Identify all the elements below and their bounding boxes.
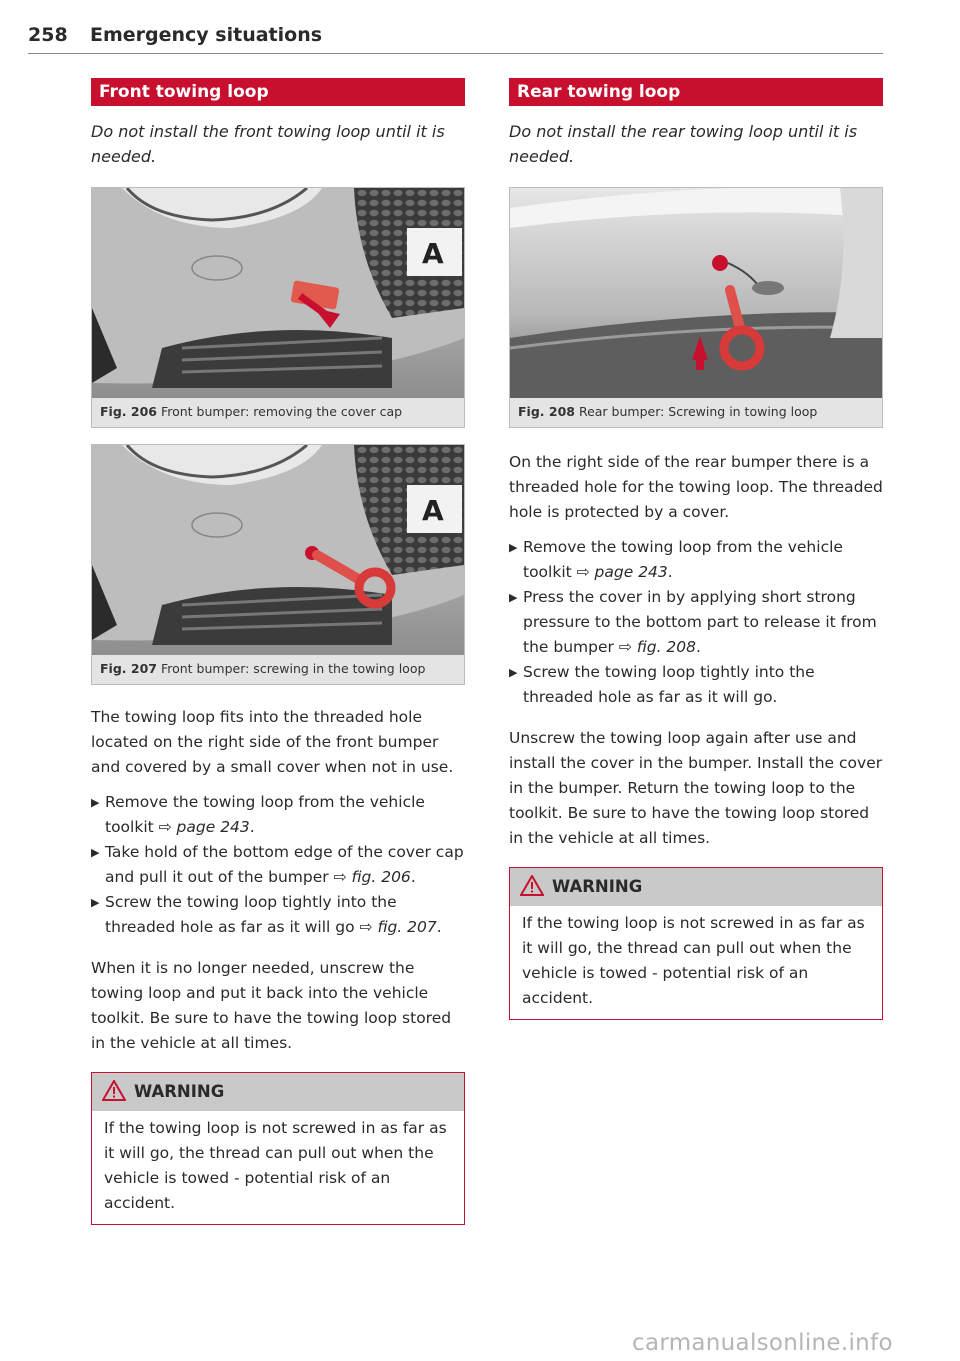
section-heading-rear: Rear towing loop [509,78,883,106]
steps-rear [509,535,883,710]
figure-208 [509,187,883,428]
intro-front: Do not install the front towing loop until it is needed. [91,122,445,166]
svg-text:A: A [422,494,444,527]
ref-page-243[interactable]: ⇨ page 243 [158,818,250,836]
right-column [509,78,883,1020]
bullet-icon: ▶ [509,591,518,604]
ref-fig-206[interactable]: ⇨ fig. 206 [333,868,411,886]
steps-front [91,790,465,940]
bullet-icon: ▶ [509,666,518,679]
warning-box-rear [509,867,883,1020]
warning-text: If the towing loop is not screwed in as far as it will go, the thread can pull out when the vehicle is towed - potential risk of an accident. [522,914,865,1007]
ref-page-243-rear[interactable]: ⇨ page 243 [576,563,668,581]
paragraph-front-2: When it is no longer needed, unscrew the towing loop and put it back into the vehicle toolkit. Be sure to have the towing loop stored in the vehicle at all times. [91,959,452,1052]
section-heading-front: Front towing loop [91,78,465,106]
figure-207 [91,444,465,685]
figure-208-text: Rear bumper: Screwing in towing loop [578,404,818,419]
step-front-1: ▶ Remove the towing loop from the vehicle toolkit ⇨ page 243. [91,790,465,840]
warning-triangle-icon [520,875,544,896]
ref-fig-207[interactable]: ⇨ fig. 207 [359,918,437,936]
warning-text: If the towing loop is not screwed in as far as it will go, the thread can pull out when the vehicle is towed - potential risk of an accident. [104,1119,447,1212]
figure-206 [91,187,465,428]
ref-fig-208[interactable]: ⇨ fig. 208 [618,638,697,656]
figure-207-label: Fig. 207 [100,661,157,676]
warning-header [510,868,882,906]
warning-title: WARNING [552,877,643,896]
bullet-icon: ▶ [509,541,518,554]
bullet-icon: ▶ [91,846,100,859]
page-number: 258 [28,24,68,46]
paragraph-front-1: The towing loop fits into the threaded hole located on the right side of the front bumper and covered by a small cover when not in use. [91,708,454,776]
step-rear-2: ▶ Press the cover in by applying short strong pressure to the bottom part to release it from the bumper ⇨ fig. 208. [509,585,883,660]
step-front-3: ▶ Screw the towing loop tightly into the threaded hole as far as it will go ⇨ fig. 207. [91,890,465,940]
chapter-title: Emergency situations [90,24,323,46]
front-bumper-cover-cap-image [92,188,464,398]
figure-207-text: Front bumper: screwing in the towing loop [160,661,426,676]
intro-rear: Do not install the rear towing loop until it is needed. [509,122,858,166]
figure-208-label: Fig. 208 [518,404,575,419]
warning-header [92,1073,464,1111]
warning-triangle-icon [102,1080,126,1101]
warning-box-front [91,1072,465,1225]
step-rear-1: ▶ Remove the towing loop from the vehicle toolkit ⇨ page 243. [509,535,883,585]
page-header [28,24,883,54]
bullet-icon: ▶ [91,896,100,909]
svg-text:A: A [422,237,444,270]
figure-206-caption [92,398,464,427]
step-rear-3: ▶ Screw the towing loop tightly into the threaded hole as far as it will go. [509,660,883,710]
figure-207-caption [92,655,464,684]
watermark-logo: carmanualsonline.info [632,1330,893,1356]
front-bumper-towing-loop-image [92,445,464,655]
figure-206-text: Front bumper: removing the cover cap [160,404,403,419]
rear-bumper-towing-loop-image [510,188,882,398]
figure-208-caption [510,398,882,427]
left-column [91,78,465,1225]
paragraph-rear-1: On the right side of the rear bumper there is a threaded hole for the towing loop. The threaded hole is protected by a cover. [509,453,883,521]
warning-title: WARNING [134,1082,225,1101]
figure-206-label: Fig. 206 [100,404,157,419]
step-front-2: ▶ Take hold of the bottom edge of the cover cap and pull it out of the bumper ⇨ fig. 206. [91,840,465,890]
bullet-icon: ▶ [91,796,100,809]
paragraph-rear-2: Unscrew the towing loop again after use and install the cover in the bumper. Install the cover in the bumper. Return the towing loop to the toolkit. Be sure to have the towing loop stored in the vehicle at all times. [509,729,883,847]
